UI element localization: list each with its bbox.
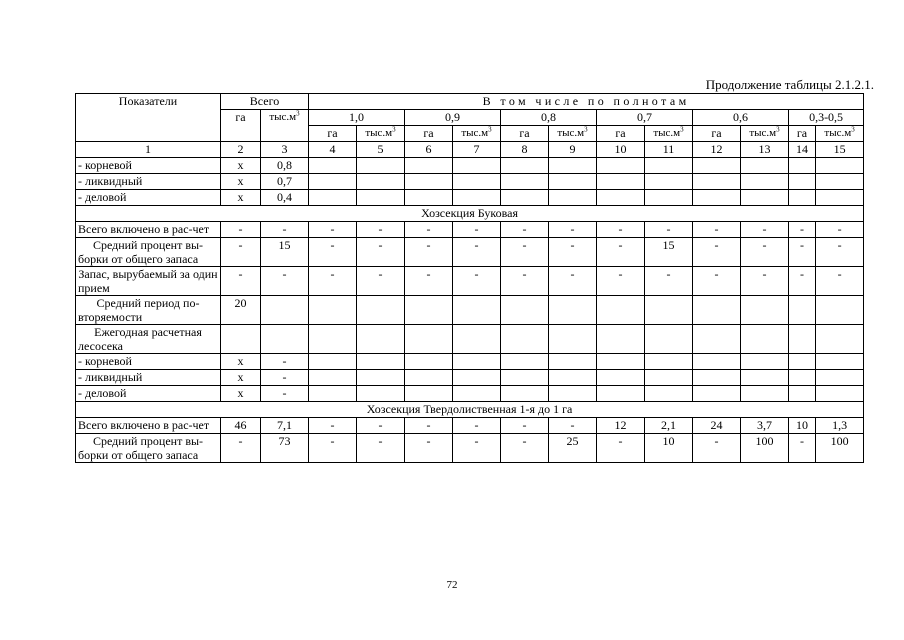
table-cell: - bbox=[549, 222, 597, 238]
table-cell bbox=[501, 370, 549, 386]
row-label: Ежегодная расчетная лесосека bbox=[76, 325, 221, 354]
table-row bbox=[76, 325, 864, 354]
section-row bbox=[76, 402, 864, 418]
table-cell bbox=[501, 386, 549, 402]
header-volume-6: $тыс.м^3$ bbox=[816, 126, 864, 142]
table-cell bbox=[453, 370, 501, 386]
table-cell bbox=[501, 158, 549, 174]
table-cell bbox=[597, 354, 645, 370]
table-cell bbox=[357, 386, 405, 402]
table-cell bbox=[693, 174, 741, 190]
table-cell: - bbox=[789, 238, 816, 267]
column-number: 7 bbox=[453, 142, 501, 158]
table-cell: х bbox=[221, 158, 261, 174]
row-label: - деловой bbox=[76, 386, 221, 402]
table-cell bbox=[309, 370, 357, 386]
column-number: 11 bbox=[645, 142, 693, 158]
table-cell bbox=[816, 325, 864, 354]
table-cell: - bbox=[501, 238, 549, 267]
table-cell: 0,7 bbox=[261, 174, 309, 190]
table-cell bbox=[357, 325, 405, 354]
table-cell bbox=[549, 386, 597, 402]
table-cell bbox=[816, 354, 864, 370]
table-cell bbox=[309, 386, 357, 402]
table-cell: - bbox=[309, 434, 357, 463]
table-cell: - bbox=[405, 434, 453, 463]
table-cell bbox=[741, 325, 789, 354]
table-cell: - bbox=[741, 238, 789, 267]
header-volume-5: $тыс.м^3$ bbox=[741, 126, 789, 142]
table-cell bbox=[549, 174, 597, 190]
table-cell: 1,3 bbox=[816, 418, 864, 434]
table-cell: - bbox=[261, 370, 309, 386]
header-ha-4: га bbox=[597, 126, 645, 142]
table-row bbox=[76, 386, 864, 402]
table-cell: х bbox=[221, 190, 261, 206]
table-cell: 25 bbox=[549, 434, 597, 463]
table-cell: - bbox=[261, 267, 309, 296]
table-cell: - bbox=[309, 222, 357, 238]
table-cell bbox=[405, 174, 453, 190]
table-cell: - bbox=[549, 418, 597, 434]
table-cell bbox=[549, 296, 597, 325]
table-cell bbox=[261, 325, 309, 354]
table-cell bbox=[693, 325, 741, 354]
data-table bbox=[75, 93, 864, 463]
table-cell bbox=[645, 354, 693, 370]
section-row bbox=[76, 206, 864, 222]
header-total-ha: га bbox=[221, 110, 261, 142]
table-cell: - bbox=[357, 238, 405, 267]
table-cell bbox=[501, 296, 549, 325]
table-cell bbox=[693, 354, 741, 370]
table-cell bbox=[789, 158, 816, 174]
table-row bbox=[76, 434, 864, 463]
table-cell bbox=[405, 325, 453, 354]
row-label: Всего включено в рас-чет bbox=[76, 222, 221, 238]
header-ha-2: га bbox=[405, 126, 453, 142]
table-cell: 20 bbox=[221, 296, 261, 325]
header-density-4: 0,7 bbox=[597, 110, 693, 126]
header-volume-1: $тыс.м^3$ bbox=[357, 126, 405, 142]
table-cell bbox=[597, 174, 645, 190]
table-cell: - bbox=[501, 267, 549, 296]
column-number: 5 bbox=[357, 142, 405, 158]
table-cell: - bbox=[741, 267, 789, 296]
table-cell: - bbox=[221, 434, 261, 463]
table-cell bbox=[816, 370, 864, 386]
table-cell: - bbox=[357, 222, 405, 238]
table-cell: - bbox=[816, 222, 864, 238]
table-cell: - bbox=[549, 238, 597, 267]
table-cell bbox=[741, 370, 789, 386]
table-cell bbox=[741, 296, 789, 325]
column-number: 2 bbox=[221, 142, 261, 158]
table-cell: - bbox=[309, 238, 357, 267]
table-cell: - bbox=[501, 434, 549, 463]
header-density-5: 0,6 bbox=[693, 110, 789, 126]
table-cell: 46 bbox=[221, 418, 261, 434]
header-density-2: 0,9 bbox=[405, 110, 501, 126]
row-label: Всего включено в рас-чет bbox=[76, 418, 221, 434]
table-cell: - bbox=[453, 267, 501, 296]
column-number: 3 bbox=[261, 142, 309, 158]
table-cell bbox=[597, 296, 645, 325]
table-cell: - bbox=[405, 238, 453, 267]
table-cell bbox=[405, 158, 453, 174]
table-cell bbox=[597, 325, 645, 354]
table-cell bbox=[221, 325, 261, 354]
table-cell bbox=[816, 296, 864, 325]
table-cell bbox=[816, 190, 864, 206]
table-cell bbox=[453, 386, 501, 402]
table-cell bbox=[405, 190, 453, 206]
header-density-1: 1,0 bbox=[309, 110, 405, 126]
table-cell bbox=[549, 354, 597, 370]
table-cell bbox=[645, 325, 693, 354]
table-cell bbox=[453, 296, 501, 325]
table-cell bbox=[645, 296, 693, 325]
table-cell bbox=[816, 386, 864, 402]
table-cell: - bbox=[597, 222, 645, 238]
table-cell: - bbox=[453, 222, 501, 238]
table-cell bbox=[741, 158, 789, 174]
table-cell bbox=[357, 158, 405, 174]
table-cell: 73 bbox=[261, 434, 309, 463]
table-cell bbox=[357, 174, 405, 190]
table-cell: 0,8 bbox=[261, 158, 309, 174]
table-cell bbox=[645, 190, 693, 206]
column-number: 1 bbox=[76, 142, 221, 158]
table-cell bbox=[789, 354, 816, 370]
table-cell: - bbox=[741, 222, 789, 238]
table-cell bbox=[453, 158, 501, 174]
row-label: - корневой bbox=[76, 158, 221, 174]
table-cell: - bbox=[221, 267, 261, 296]
table-cell: 24 bbox=[693, 418, 741, 434]
table-cell bbox=[453, 174, 501, 190]
table-cell bbox=[501, 190, 549, 206]
column-number: 14 bbox=[789, 142, 816, 158]
table-cell: 7,1 bbox=[261, 418, 309, 434]
header-volume-4: $тыс.м^3$ bbox=[645, 126, 693, 142]
table-cell: - bbox=[789, 434, 816, 463]
column-number: 15 bbox=[816, 142, 864, 158]
table-row bbox=[76, 370, 864, 386]
table-cell bbox=[816, 158, 864, 174]
row-label: - деловой bbox=[76, 190, 221, 206]
table-cell: 10 bbox=[789, 418, 816, 434]
table-row bbox=[76, 174, 864, 190]
column-number: 12 bbox=[693, 142, 741, 158]
table-cell: - bbox=[221, 238, 261, 267]
header-ha-3: га bbox=[501, 126, 549, 142]
header-including: В том числе по полнотам bbox=[309, 94, 864, 110]
column-number: 8 bbox=[501, 142, 549, 158]
column-number: 9 bbox=[549, 142, 597, 158]
row-label: - корневой bbox=[76, 354, 221, 370]
header-density-6: 0,3-0,5 bbox=[789, 110, 864, 126]
header-density-3: 0,8 bbox=[501, 110, 597, 126]
row-label: - ликвидный bbox=[76, 174, 221, 190]
table-row bbox=[76, 267, 864, 296]
table-row bbox=[76, 418, 864, 434]
table-cell bbox=[501, 354, 549, 370]
table-cell: 3,7 bbox=[741, 418, 789, 434]
table-cell: - bbox=[816, 238, 864, 267]
table-cell bbox=[549, 370, 597, 386]
table-cell: 100 bbox=[741, 434, 789, 463]
table-cell bbox=[693, 296, 741, 325]
table-cell bbox=[549, 190, 597, 206]
table-cell bbox=[501, 174, 549, 190]
table-cell: - bbox=[405, 418, 453, 434]
table-cell bbox=[357, 370, 405, 386]
column-number: 10 bbox=[597, 142, 645, 158]
table-cell bbox=[549, 158, 597, 174]
table-cell: - bbox=[357, 418, 405, 434]
table-cell: - bbox=[261, 222, 309, 238]
table-cell: - bbox=[597, 267, 645, 296]
table-cell bbox=[693, 386, 741, 402]
table-cell bbox=[501, 325, 549, 354]
table-cell bbox=[309, 158, 357, 174]
table-cell bbox=[789, 190, 816, 206]
table-cell: 100 bbox=[816, 434, 864, 463]
table-cell: - bbox=[693, 434, 741, 463]
table-row bbox=[76, 296, 864, 325]
row-label: Запас, вырубаемый за один прием bbox=[76, 267, 221, 296]
table-cell bbox=[645, 158, 693, 174]
table-cell bbox=[597, 158, 645, 174]
table-cell bbox=[693, 370, 741, 386]
table-cell: - bbox=[597, 434, 645, 463]
column-number: 4 bbox=[309, 142, 357, 158]
table-cell bbox=[405, 370, 453, 386]
table-cell bbox=[789, 370, 816, 386]
table-cell: - bbox=[261, 354, 309, 370]
table-cell: х bbox=[221, 174, 261, 190]
table-cell: - bbox=[405, 222, 453, 238]
header-ha-6: га bbox=[789, 126, 816, 142]
table-cell: - bbox=[789, 222, 816, 238]
table-cell bbox=[357, 354, 405, 370]
table-cell bbox=[597, 386, 645, 402]
table-cell: 15 bbox=[261, 238, 309, 267]
table-cell: - bbox=[453, 418, 501, 434]
table-cell bbox=[789, 296, 816, 325]
table-cell: 0,4 bbox=[261, 190, 309, 206]
table-cell: - bbox=[453, 434, 501, 463]
row-label: Средний процент вы-борки от общего запаса bbox=[76, 434, 221, 463]
table-cell: - bbox=[693, 222, 741, 238]
header-volume-3: $тыс.м^3$ bbox=[549, 126, 597, 142]
table-cell: - bbox=[453, 238, 501, 267]
table-cell: - bbox=[693, 267, 741, 296]
table-cell bbox=[789, 386, 816, 402]
column-number: 6 bbox=[405, 142, 453, 158]
table-cell bbox=[597, 190, 645, 206]
table-cell: 15 bbox=[645, 238, 693, 267]
table-cell: х bbox=[221, 386, 261, 402]
table-cell bbox=[453, 354, 501, 370]
header-volume-2: $тыс.м^3$ bbox=[453, 126, 501, 142]
table-cell: - bbox=[789, 267, 816, 296]
row-label: Средний процент вы-борки от общего запаса bbox=[76, 238, 221, 267]
table-cell: - bbox=[261, 386, 309, 402]
table-cell bbox=[405, 386, 453, 402]
table-cell bbox=[357, 190, 405, 206]
table-cell: - bbox=[221, 222, 261, 238]
table-row bbox=[76, 238, 864, 267]
header-indicators: Показатели bbox=[76, 94, 221, 142]
table-cell: - bbox=[405, 267, 453, 296]
table-cell bbox=[741, 386, 789, 402]
table-row bbox=[76, 190, 864, 206]
section-title: Хозсекция Буковая bbox=[76, 206, 864, 222]
table-cell: - bbox=[549, 267, 597, 296]
table-cell: - bbox=[693, 238, 741, 267]
table-cell bbox=[741, 174, 789, 190]
table-cell bbox=[309, 325, 357, 354]
table-cell: - bbox=[597, 238, 645, 267]
header-total-volume: $тыс.м^3$ bbox=[261, 110, 309, 142]
table-cell bbox=[645, 370, 693, 386]
row-label: Средний период по-вторяемости bbox=[76, 296, 221, 325]
table-cell bbox=[693, 190, 741, 206]
table-cell: 10 bbox=[645, 434, 693, 463]
table-row bbox=[76, 354, 864, 370]
table-cell: - bbox=[501, 222, 549, 238]
table-cell: х bbox=[221, 354, 261, 370]
table-cell bbox=[789, 325, 816, 354]
page-number: 72 bbox=[446, 579, 458, 591]
column-number: 13 bbox=[741, 142, 789, 158]
table-cell: - bbox=[645, 222, 693, 238]
table-cell bbox=[453, 190, 501, 206]
table-cell: 12 bbox=[597, 418, 645, 434]
table-row bbox=[76, 222, 864, 238]
table-cell: - bbox=[309, 418, 357, 434]
table-cell bbox=[405, 354, 453, 370]
table-cell bbox=[453, 325, 501, 354]
table-cell: - bbox=[357, 434, 405, 463]
table-cell bbox=[549, 325, 597, 354]
table-caption: Продолжение таблицы 2.1.2.1. bbox=[705, 77, 874, 92]
table-cell: - bbox=[816, 267, 864, 296]
header-ha-1: га bbox=[309, 126, 357, 142]
table-cell bbox=[309, 174, 357, 190]
table-cell: - bbox=[501, 418, 549, 434]
header-total: Всего bbox=[221, 94, 309, 110]
table-cell bbox=[789, 174, 816, 190]
table-cell bbox=[816, 174, 864, 190]
table-cell: 2,1 bbox=[645, 418, 693, 434]
table-cell bbox=[309, 354, 357, 370]
header-ha-5: га bbox=[693, 126, 741, 142]
table-cell bbox=[309, 296, 357, 325]
table-cell bbox=[645, 386, 693, 402]
table-cell bbox=[309, 190, 357, 206]
table-cell bbox=[597, 370, 645, 386]
table-cell: х bbox=[221, 370, 261, 386]
table-cell: - bbox=[645, 267, 693, 296]
table-row bbox=[76, 158, 864, 174]
table-cell bbox=[405, 296, 453, 325]
table-cell bbox=[357, 296, 405, 325]
table-cell: - bbox=[309, 267, 357, 296]
table-cell bbox=[645, 174, 693, 190]
row-label: - ликвидный bbox=[76, 370, 221, 386]
table-cell: - bbox=[357, 267, 405, 296]
section-title: Хозсекция Твердолиственная 1-я до 1 га bbox=[76, 402, 864, 418]
table-cell bbox=[261, 296, 309, 325]
table-cell bbox=[741, 190, 789, 206]
table-cell bbox=[741, 354, 789, 370]
table-cell bbox=[693, 158, 741, 174]
